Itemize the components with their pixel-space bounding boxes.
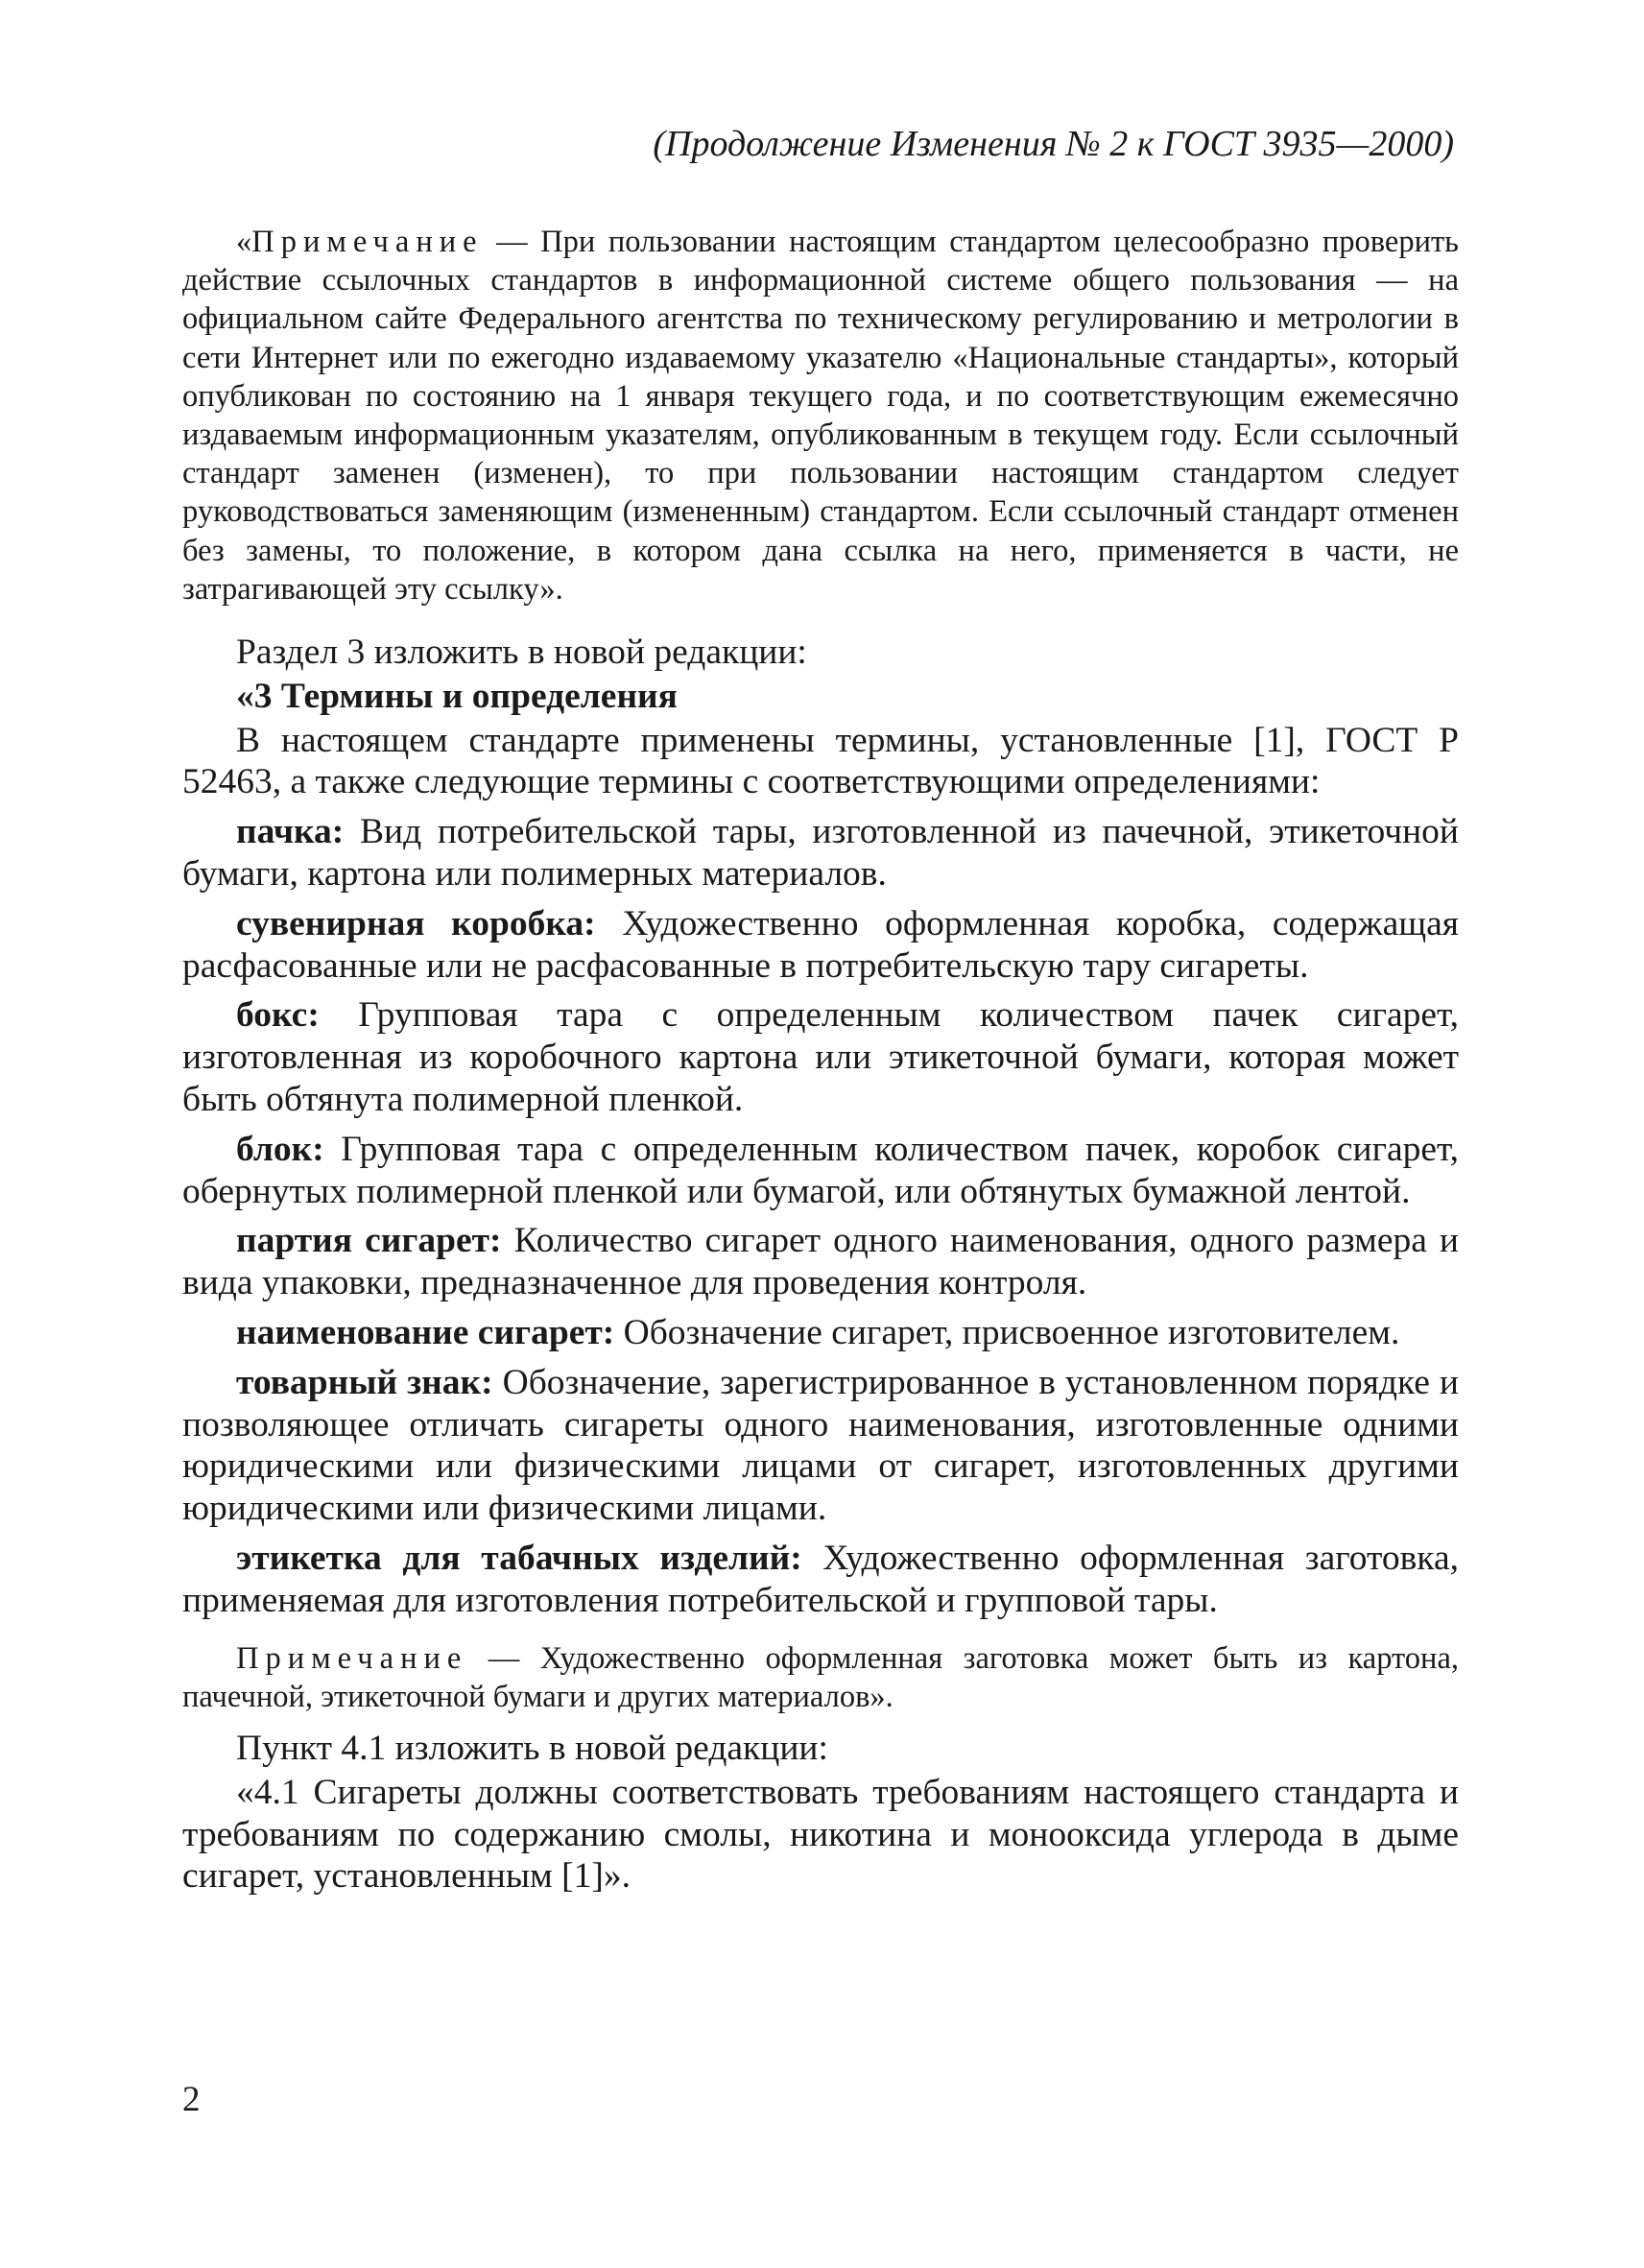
clause41-instruction: Пункт 4.1 изложить в новой редакции: <box>236 1728 828 1768</box>
term-definition-text: Групповая тара с определенным количеством пачек, коробок сигарет, обернутых полимерной пленкой или бумагой, или обтянутых бумажной лентой. <box>182 1129 1459 1211</box>
term-definition-text: Количество сигарет одного наименования, одного размера и вида упаковки, предназначенное для проведения контроля. <box>182 1221 1459 1303</box>
term-definition <box>182 1129 1459 1213</box>
term-definition <box>182 1362 1459 1530</box>
term-definition <box>182 1312 1459 1354</box>
section3-instruction: Раздел 3 изложить в новой редакции: <box>236 633 807 673</box>
note-label: Примечание <box>236 1640 468 1676</box>
term-definition-text: Художественно оформленная коробка, содержащая расфасованные или не расфасованные в потребительскую тару сигареты. <box>182 903 1459 986</box>
note-label: Примечание <box>251 225 484 259</box>
term-definition <box>182 811 1459 895</box>
term-definition-text: Обозначение, зарегистрированное в установленном порядке и позволяющее отличать сигареты одного наименования, изготовленные одними юридическими или физическими лицами от сигарет, изготовленных другими юридическими или физическими лицами. <box>182 1362 1459 1529</box>
term-name: блок: <box>236 1129 324 1169</box>
section3-heading: «3 Термины и определения <box>236 676 678 716</box>
page-number: 2 <box>182 2080 201 2119</box>
term-definition <box>182 1538 1459 1622</box>
term-name: наименование сигарет: <box>236 1312 615 1352</box>
term-definition-text: Вид потребительской тары, изготовленной из пачечной, этикеточной бумаги, картона или полимерных материалов. <box>182 812 1459 895</box>
body-text <box>182 632 1459 1622</box>
term-definition <box>182 1220 1459 1304</box>
term-name: бокс: <box>236 995 320 1036</box>
term-definition-text: Групповая тара с определенным количеством пачек сигарет, изготовленная из коробочного картона или этикеточной бумаги, которая может быть обтянута полимерной пленкой. <box>182 995 1459 1119</box>
note-text: — Художественно оформленная заготовка может быть из картона, пачечной, этикеточной бумаги и других материалов». <box>182 1640 1459 1714</box>
running-header: (Продолжение Изменения № 2 к ГОСТ 3935—2000) <box>653 124 1454 164</box>
section3-intro: В настоящем стандарте применены термины, установленные [1], ГОСТ Р 52463, а также следующие термины с соответствующими определениями: <box>182 720 1459 802</box>
term-name: этикетка для табачных изделий: <box>236 1538 802 1578</box>
term-name: партия сигарет: <box>236 1221 502 1261</box>
note-label-definition <box>182 1639 1459 1716</box>
term-definition-text: Художественно оформленная заготовка, применяемая для изготовления потребительской и групповой тары. <box>182 1538 1459 1620</box>
term-name: сувенирная коробка: <box>236 903 596 943</box>
clause-4-1 <box>182 1728 1459 1898</box>
term-name: пачка: <box>236 812 345 852</box>
term-definition <box>182 994 1459 1120</box>
note-text: — При пользовании настоящим стандартом целесообразно проверить действие ссылочных стандартов в информационной системе общего пользования — на официальном сайте Федерального агентства по техническому регулированию и метрологии в сети Интернет или по ежегодно издаваемому указателю «Национальные стандарты», который опубликован по состоянию на 1 января текущего года, и по соответствующим ежемесячно издаваемым информационным указателям, опубликованным в текущем году. Если ссылочный стандарт заменен (изменен), то при пользовании настоящим стандартом следует руководствоваться заменяющим (измененным) стандартом. Если ссылочный стандарт отменен без замены, то положение, в котором дана ссылка на него, применяется в части, не затрагивающей эту ссылку». <box>182 225 1459 607</box>
note-references: «Примечание — При пользовании настоящим стандартом целесообразно проверить действие ссылочных стандартов в информационной системе общего пользования — на официальном сайте Федерального агентства по техническому регулированию и метрологии в сети Интернет или по ежегодно издаваемому указателю «Национальные стандарты», который опубликован по состоянию на 1 января текущего года, и по соответствующим ежемесячно издаваемым информационным указателям, опубликованным в текущем году. Если ссылочный стандарт заменен (изменен), то при пользовании настоящим стандартом следует руководствоваться заменяющим (измененным) стандартом. Если ссылочный стандарт отменен без замены, то положение, в котором дана ссылка на него, применяется в части, не затрагивающей эту ссылку». <box>182 225 1459 607</box>
term-definition-text: Обозначение сигарет, присвоенное изготовителем. <box>614 1312 1400 1352</box>
term-name: товарный знак: <box>236 1362 493 1402</box>
term-definition <box>182 903 1459 988</box>
clause41-text: «4.1 Сигареты должны соответствовать требованиям настоящего стандарта и требованиям по содержанию смолы, никотина и монооксида углерода в дыме сигарет, установленным [1]». <box>182 1772 1459 1897</box>
page-content <box>182 223 1459 1905</box>
